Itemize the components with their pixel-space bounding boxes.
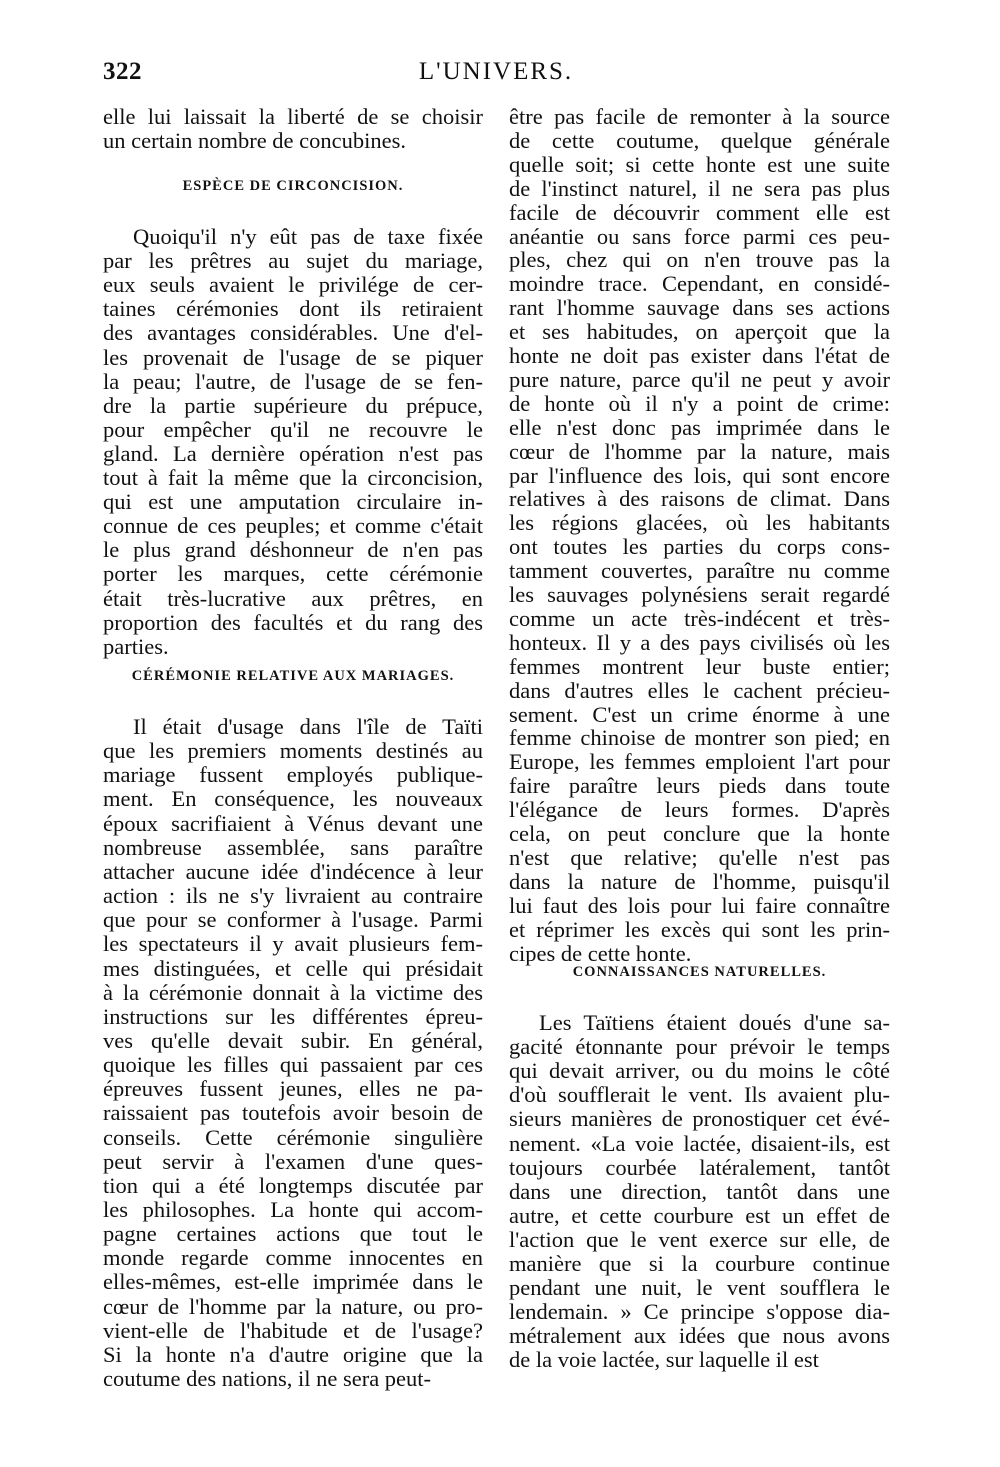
text-line: l'action que le vent exerce sur elle, de	[509, 1226, 890, 1252]
text-line: gacité étonnante pour prévoir le temps	[509, 1034, 890, 1060]
text-line: les philosophes. La honte qui accom-	[103, 1197, 483, 1222]
text-line: à la cérémonie donnait à la victime des	[103, 979, 483, 1005]
text-line: facile de découvrir comment elle est	[509, 199, 890, 225]
text-line: instructions sur les différentes épreu-	[103, 1003, 483, 1029]
text-line: honte ne doit pas exister dans l'état de	[509, 343, 890, 368]
text-line: de l'instinct naturel, il ne sera pas plus	[509, 175, 890, 201]
text-line: dans une direction, tantôt dans une	[509, 1178, 890, 1204]
text-line: sieurs manières de pronostiquer cet évé-	[509, 1106, 890, 1132]
text-line: rant l'homme sauvage dans ses actions	[509, 295, 890, 321]
text-line: par les prêtres au sujet du mariage,	[103, 248, 483, 274]
text-line: époux sacrifiaient à Vénus devant une	[103, 810, 483, 836]
page-number: 322	[103, 58, 142, 85]
text-line: de la voie lactée, sur laquelle il est	[509, 1347, 819, 1373]
text-line: métralement aux idées que nous avons	[509, 1323, 890, 1349]
text-line: nement. «La voie lactée, disaient-ils, est	[509, 1130, 890, 1156]
text-line: comme un acte très-indécent et très-	[509, 605, 890, 631]
text-line: les provenait de l'usage de se piquer	[103, 344, 483, 370]
text-line: parties.	[103, 633, 169, 659]
text-line: conseils. Cette cérémonie singulière	[103, 1124, 483, 1150]
text-line: taines cérémonies dont ils retiraient	[103, 296, 483, 322]
text-line: dre la partie supérieure du prépuce,	[103, 392, 483, 418]
text-line: les spectateurs il y avait plusieurs fem-	[103, 931, 483, 957]
text-line: n'est que relative; qu'elle n'est pas	[509, 844, 890, 870]
text-line: autre, et cette courbure est un effet de	[509, 1202, 890, 1228]
text-line: porter les marques, cette cérémonie	[103, 561, 483, 587]
text-line: elle n'est donc pas imprimée dans le	[509, 414, 890, 440]
text-line: nombreuse assemblée, sans paraître	[103, 834, 483, 860]
text-line: quoique les filles qui passaient par ces	[103, 1052, 483, 1078]
text-line: raissaient pas toutefois avoir besoin de	[103, 1100, 483, 1126]
text-line: était très-lucrative aux prêtres, en	[103, 585, 483, 611]
text-line: cœur de l'homme par la nature, mais	[509, 438, 890, 464]
text-line: cœur de l'homme par la nature, ou pro-	[103, 1293, 483, 1319]
text-line: ples, chez qui on n'en trouve pas la	[509, 247, 890, 273]
text-line: action : ils ne s'y livraient au contraire	[103, 883, 483, 909]
text-line: mes distinguées, et celle qui présidait	[103, 955, 483, 981]
text-line: le plus grand déshonneur de n'en pas	[103, 537, 483, 563]
text-line: elle lui laissait la liberté de se choisir	[103, 104, 483, 129]
text-line: peut servir à l'examen d'une ques-	[103, 1148, 483, 1174]
text-line: femmes montrent leur buste entier;	[509, 653, 890, 679]
text-line: des avantages considérables. Une d'el-	[103, 320, 483, 346]
text-line: et réprimer les excès qui sont les prin-	[509, 916, 890, 942]
text-line: qui est une amputation circulaire in-	[103, 489, 483, 515]
text-line: la peau; l'autre, de l'usage de se fen-	[103, 368, 483, 394]
section-heading-circoncision: ESPÈCE DE CIRCONCISION.	[182, 178, 404, 194]
text-line: les régions glacées, où les habitants	[509, 510, 890, 536]
text-line: eux seuls avaient le privilége de cer-	[103, 272, 483, 298]
text-line: monde regarde comme innocentes en	[103, 1245, 483, 1271]
text-line: l'élégance de leurs formes. D'après	[509, 797, 890, 823]
text-line: pendant une nuit, le vent soufflera le	[509, 1275, 890, 1301]
page-header	[103, 58, 889, 90]
running-title: L'UNIVERS.	[418, 58, 574, 85]
text-line: Il était d'usage dans l'île de Taïti	[133, 714, 483, 739]
text-line: qui devait arriver, ou du moins le côté	[509, 1058, 890, 1084]
text-line: pagne certaines actions que tout le	[103, 1221, 483, 1247]
text-line: moindre trace. Cependant, en considé-	[509, 271, 890, 297]
text-line: que pour se conformer à l'usage. Parmi	[103, 907, 483, 933]
text-line: Quoiqu'il n'y eût pas de taxe fixée	[133, 224, 483, 249]
text-line: proportion des facultés et du rang des	[103, 609, 483, 635]
text-line: tion qui a été longtemps discutée par	[103, 1172, 483, 1198]
text-line: toujours courbée latéralement, tantôt	[509, 1154, 890, 1180]
text-line: gland. La dernière opération n'est pas	[103, 440, 483, 466]
text-line: ont toutes les parties du corps cons-	[509, 534, 890, 560]
text-line: d'où soufflerait le vent. Ils avaient plu-	[509, 1082, 890, 1108]
text-line: dans la nature de l'homme, puisqu'il	[509, 868, 890, 894]
text-line: lendemain. » Ce principe s'oppose dia-	[509, 1299, 890, 1325]
text-line: manière que si la courbure continue	[509, 1251, 890, 1276]
text-line: et ses habitudes, on aperçoit que la	[509, 319, 890, 345]
text-line: anéantie ou sans force parmi ces peu-	[509, 223, 890, 249]
text-line: être pas facile de remonter à la source	[509, 104, 890, 129]
text-line: épreuves fussent jeunes, elles ne pa-	[103, 1076, 483, 1102]
text-line: relatives à des raisons de climat. Dans	[509, 486, 890, 512]
section-heading-mariages: CÉRÉMONIE RELATIVE AUX MARIAGES.	[131, 668, 455, 684]
text-line: cipes de cette honte.	[509, 940, 692, 966]
text-line: elles-mêmes, est-elle imprimée dans le	[103, 1269, 483, 1295]
text-line: tout à fait la même que la circoncision,	[103, 465, 483, 490]
text-line: pure nature, parce qu'il ne peut y avoir	[509, 366, 890, 392]
text-line: vient-elle de l'habitude et de l'usage?	[103, 1317, 483, 1343]
text-line: ment. En conséquence, les nouveaux	[103, 786, 483, 812]
text-line: cela, on peut conclure que la honte	[509, 821, 890, 846]
text-line: honteux. Il y a des pays civilisés où les	[509, 629, 890, 655]
text-line: sement. C'est un crime énorme à une	[509, 701, 890, 727]
section-heading-connaissances: CONNAISSANCES NATURELLES.	[572, 964, 827, 980]
text-line: Les Taïtiens étaient doués d'une sa-	[539, 1010, 890, 1035]
text-line: Europe, les femmes emploient l'art pour	[509, 749, 890, 775]
text-line: connue de ces peuples; et comme c'était	[103, 513, 483, 539]
text-line: quelle soit; si cette honte est une suite	[509, 151, 890, 177]
text-line: pour empêcher qu'il ne recouvre le	[103, 416, 483, 442]
text-line: tamment couvertes, paraître nu comme	[509, 558, 890, 584]
text-line: ves qu'elle devait subir. En général,	[103, 1027, 483, 1053]
text-line: lui faut des lois pour lui faire connaître	[509, 892, 890, 918]
text-line: que les premiers moments destinés au	[103, 738, 483, 764]
text-line: femme chinoise de montrer son pied; en	[509, 725, 890, 751]
text-line: coutume des nations, il ne sera peut-	[103, 1366, 432, 1392]
text-line: attacher aucune idée d'indécence à leur	[103, 858, 483, 884]
text-line: de honte où il n'y a point de crime:	[509, 390, 890, 416]
text-line: dans d'autres elles le cachent précieu-	[509, 677, 890, 703]
text-line: faire paraître leurs pieds dans toute	[509, 773, 890, 799]
text-line: Si la honte n'a d'autre origine que la	[103, 1341, 483, 1367]
text-line: par l'influence des lois, qui sont encore	[509, 462, 890, 488]
text-line: de cette coutume, quelque générale	[509, 127, 890, 153]
text-line: les sauvages polynésiens serait regardé	[509, 582, 890, 607]
text-line: mariage fussent employés publique-	[103, 762, 483, 788]
text-line: un certain nombre de concubines.	[103, 128, 407, 153]
